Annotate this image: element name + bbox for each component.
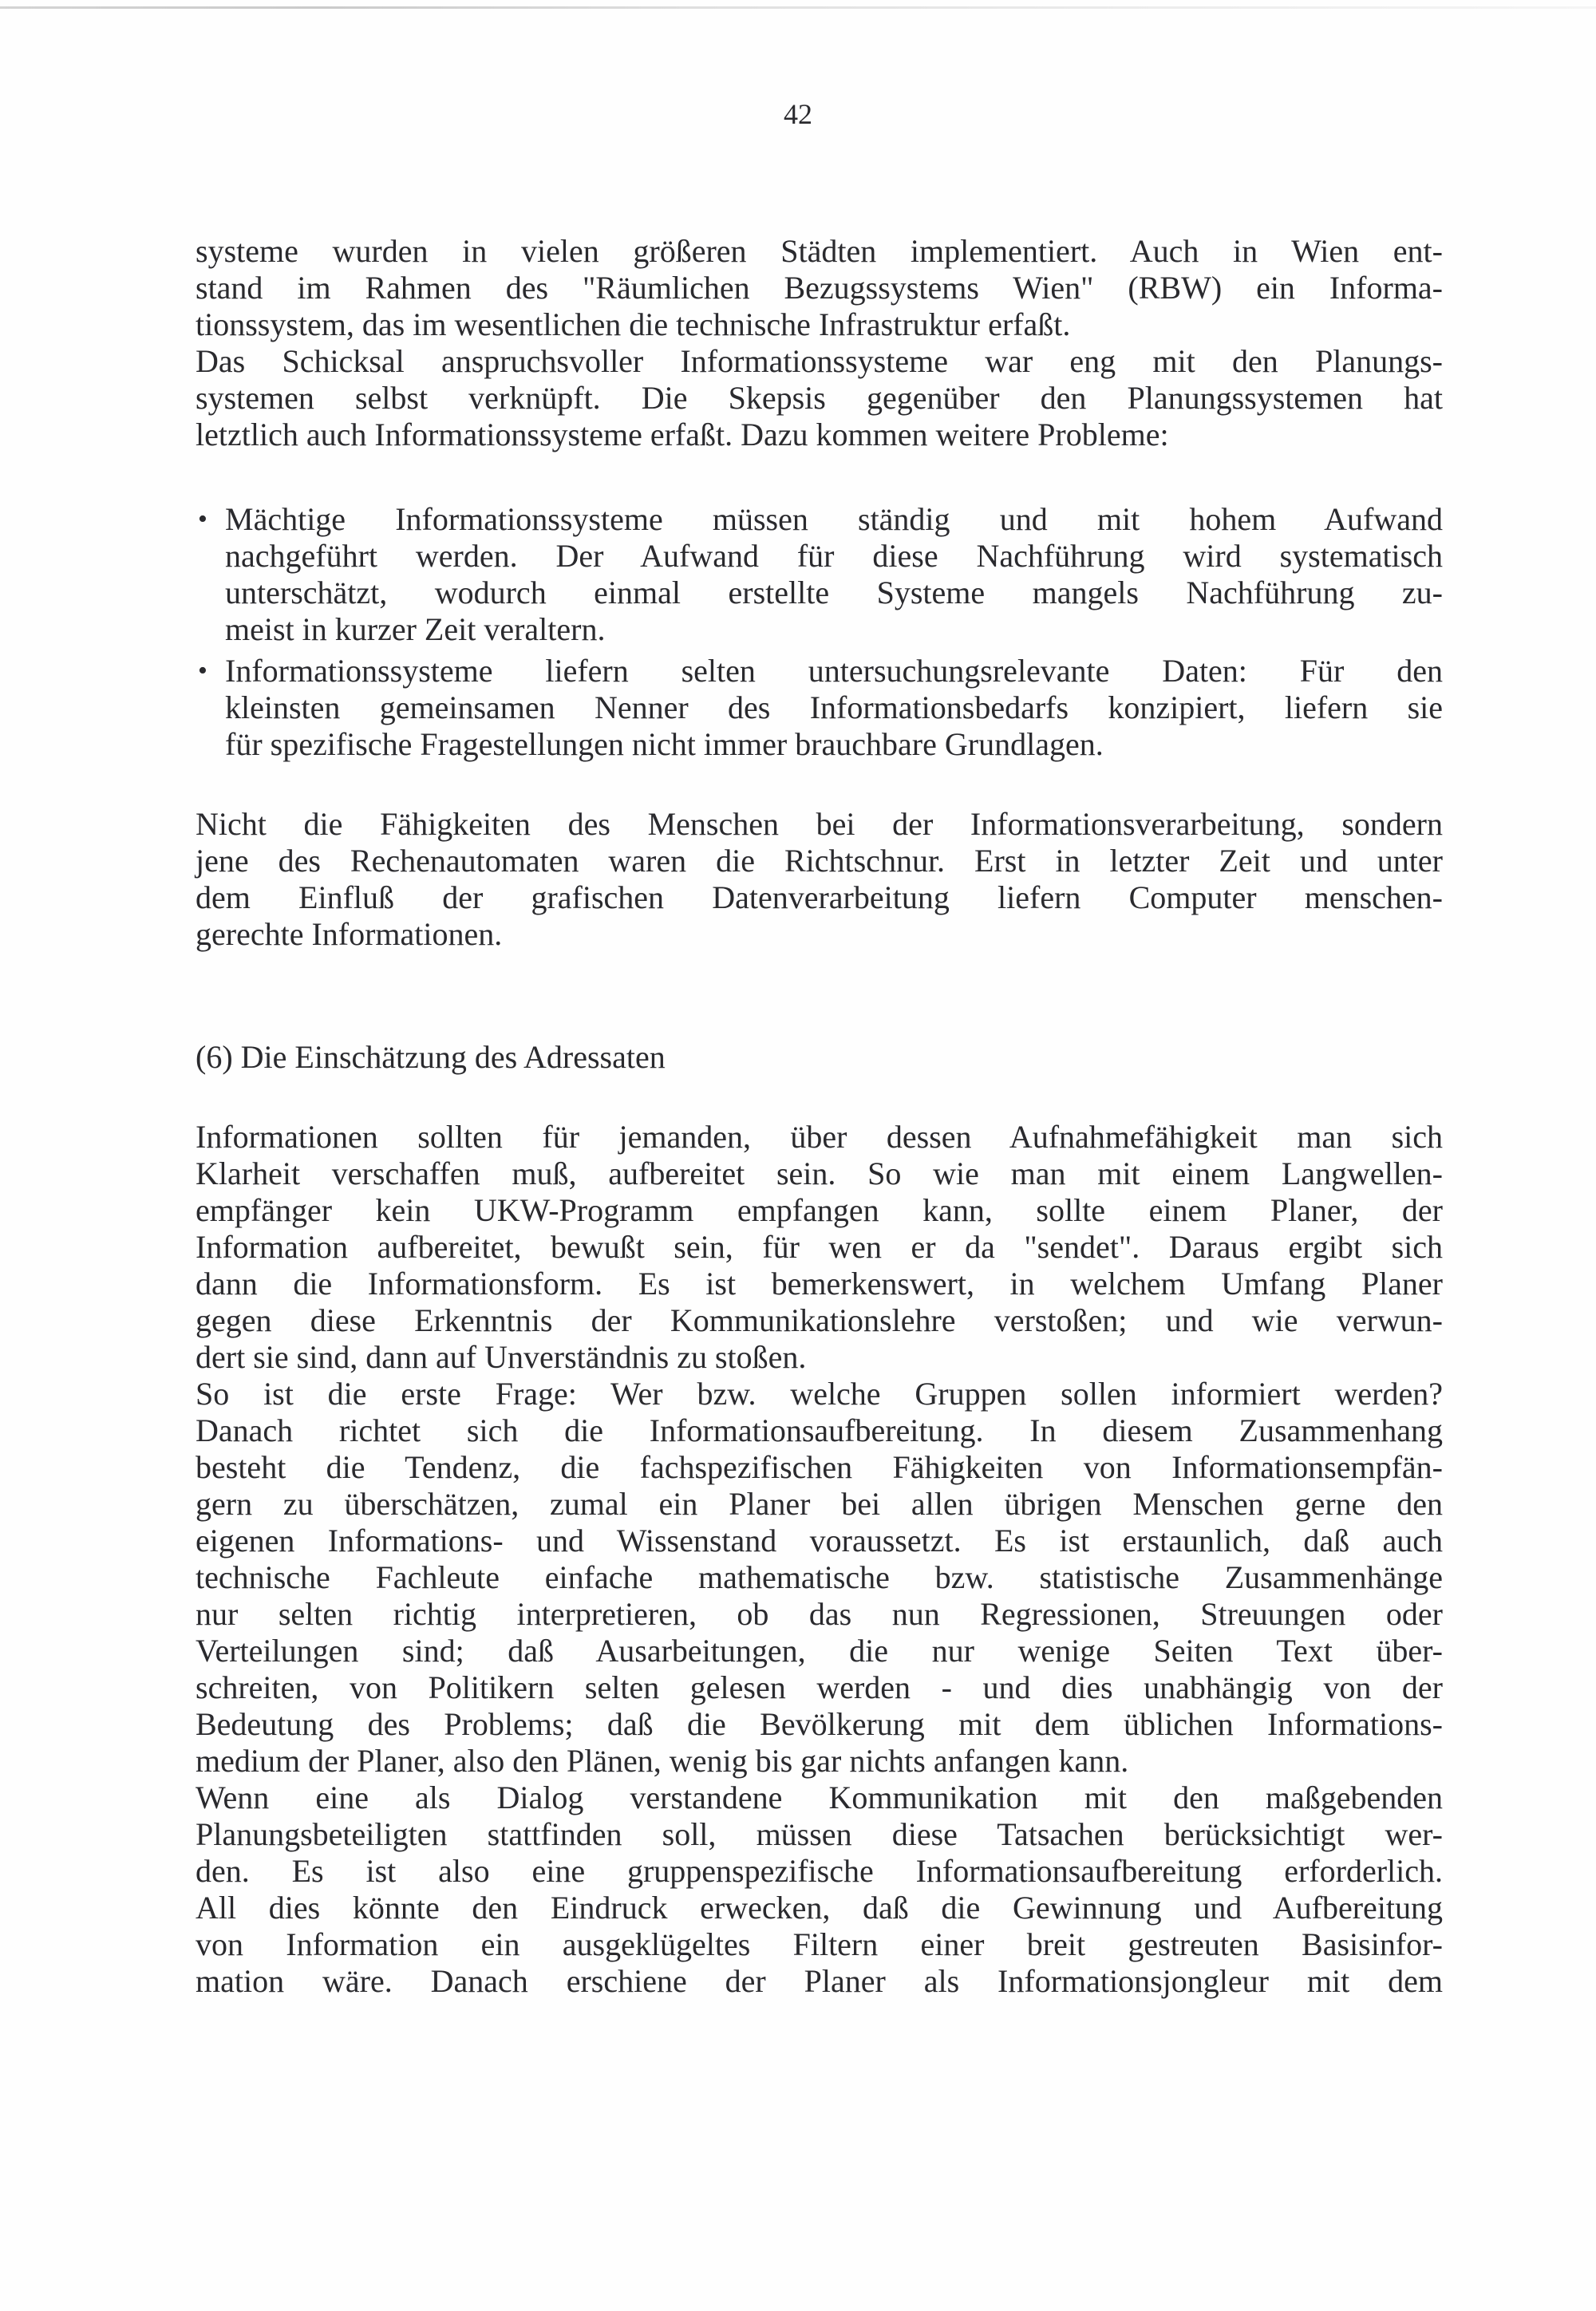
- text-line: letztlich auch Informationssysteme erfaßt. Dazu kommen weitere Probleme:: [196, 417, 1169, 452]
- text-line: Informationssysteme liefern selten untersuchungsrelevante Daten: Für den: [225, 653, 1443, 689]
- text-line: So ist die erste Frage: Wer bzw. welche Gruppen sollen informiert werden?: [196, 1376, 1443, 1412]
- text-line: jene des Rechenautomaten waren die Richtschnur. Erst in letzter Zeit und unter: [196, 843, 1443, 879]
- text-line: Nicht die Fähigkeiten des Menschen bei der Informationsverarbeitung, sondern: [196, 806, 1443, 842]
- text-line: Wenn eine als Dialog verstandene Kommunikation mit den maßgebenden: [196, 1780, 1443, 1815]
- text-line: tionssystem, das im wesentlichen die technische Infrastruktur erfaßt.: [196, 306, 1071, 342]
- text-line: von Information ein ausgeklügeltes Filtern einer breit gestreuten Basisinfor-: [196, 1926, 1443, 1962]
- text-line: Das Schicksal anspruchsvoller Informationssysteme war eng mit den Planungs-: [196, 343, 1443, 379]
- text-line: besteht die Tendenz, die fachspezifischen Fähigkeiten von Informationsempfän-: [196, 1449, 1443, 1485]
- text-line: systemen selbst verknüpft. Die Skepsis gegenüber den Planungssystemen hat: [196, 380, 1443, 416]
- text-line: gegen diese Erkenntnis der Kommunikationslehre verstoßen; und wie verwun-: [196, 1302, 1443, 1338]
- text-line: nur selten richtig interpretieren, ob das nun Regressionen, Streuungen oder: [196, 1596, 1443, 1632]
- section-heading: (6) Die Einschätzung des Adressaten: [196, 1039, 666, 1075]
- text-line: meist in kurzer Zeit veraltern.: [225, 611, 606, 647]
- text-line: Mächtige Informationssysteme müssen ständig und mit hohem Aufwand: [225, 501, 1443, 537]
- text-line: den. Es ist also eine gruppenspezifische Informationsaufbereitung erforderlich.: [196, 1853, 1443, 1889]
- text-line: stand im Rahmen des "Räumlichen Bezugssystems Wien" (RBW) ein Informa-: [196, 270, 1443, 306]
- text-line: nachgeführt werden. Der Aufwand für diese Nachführung wird systematisch: [225, 538, 1443, 574]
- text-line: schreiten, von Politikern selten gelesen werden - und dies unabhängig von der: [196, 1669, 1443, 1705]
- text-line: gerechte Informationen.: [196, 916, 503, 952]
- text-line: Danach richtet sich die Informationsaufbereitung. In diesem Zusammenhang: [196, 1412, 1443, 1448]
- text-line: Informationen sollten für jemanden, über dessen Aufnahmefähigkeit man sich: [196, 1119, 1443, 1155]
- text-line: für spezifische Fragestellungen nicht immer brauchbare Grundlagen.: [225, 726, 1104, 762]
- bullet-icon: •: [198, 504, 207, 534]
- text-line: dem Einfluß der grafischen Datenverarbeitung liefern Computer menschen-: [196, 879, 1443, 915]
- page-number: 42: [784, 98, 812, 130]
- bullet-icon: •: [198, 656, 207, 685]
- text-line: gern zu überschätzen, zumal ein Planer bei allen übrigen Menschen gerne den: [196, 1486, 1443, 1522]
- text-line: Verteilungen sind; daß Ausarbeitungen, die nur wenige Seiten Text über-: [196, 1633, 1443, 1669]
- text-line: technische Fachleute einfache mathematische bzw. statistische Zusammenhänge: [196, 1559, 1443, 1595]
- text-line: dann die Informationsform. Es ist bemerkenswert, in welchem Umfang Planer: [196, 1266, 1443, 1302]
- text-line: dert sie sind, dann auf Unverständnis zu stoßen.: [196, 1339, 807, 1375]
- text-line: Planungsbeteiligten stattfinden soll, müssen diese Tatsachen berücksichtigt wer-: [196, 1816, 1443, 1852]
- text-line: mation wäre. Danach erschiene der Planer als Informationsjongleur mit dem: [196, 1963, 1443, 1999]
- text-line: eigenen Informations- und Wissenstand voraussetzt. Es ist erstaunlich, daß auch: [196, 1523, 1443, 1558]
- text-line: unterschätzt, wodurch einmal erstellte Systeme mangels Nachführung zu-: [225, 575, 1443, 610]
- text-line: Klarheit verschaffen muß, aufbereitet sein. So wie man mit einem Langwellen-: [196, 1156, 1443, 1191]
- scan-edge-artifact: [0, 6, 1596, 9]
- text-line: medium der Planer, also den Plänen, wenig bis gar nichts anfangen kann.: [196, 1743, 1129, 1779]
- text-line: kleinsten gemeinsamen Nenner des Informationsbedarfs konzipiert, liefern sie: [225, 689, 1443, 725]
- text-line: empfänger kein UKW-Programm empfangen kann, sollte einem Planer, der: [196, 1192, 1443, 1228]
- text-line: systeme wurden in vielen größeren Städten implementiert. Auch in Wien ent-: [196, 233, 1443, 269]
- text-line: Bedeutung des Problems; daß die Bevölkerung mit dem üblichen Informations-: [196, 1706, 1443, 1742]
- text-line: Information aufbereitet, bewußt sein, für wen er da "sendet". Daraus ergibt sich: [196, 1229, 1443, 1265]
- text-line: All dies könnte den Eindruck erwecken, daß die Gewinnung und Aufbereitung: [196, 1890, 1443, 1926]
